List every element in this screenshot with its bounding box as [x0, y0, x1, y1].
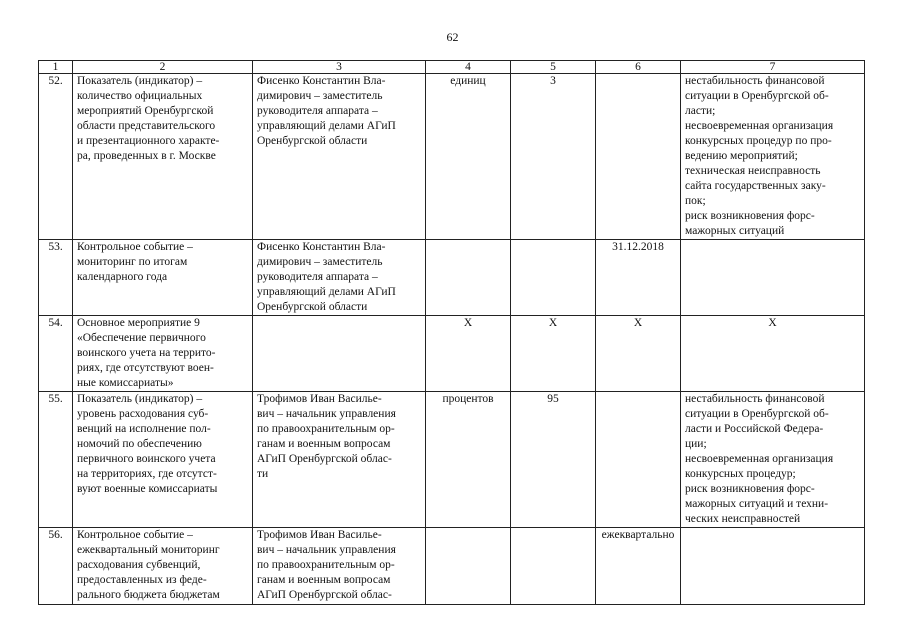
row-number: 52.: [39, 74, 73, 240]
table-row: [39, 392, 865, 528]
table-row: [39, 74, 865, 240]
table-row: [39, 528, 865, 605]
event-name: Контрольное событие – ежеквартальный мониторинг расходования субвенций, предоставленных из феде- рального бюджета бюджетам: [73, 528, 253, 605]
plan-table: [38, 60, 865, 605]
responsible-person: Фисенко Константин Вла- димирович – заместитель руководителя аппарата – управляющий делами АГиП Оренбургской области: [253, 74, 426, 240]
value-cell: 3: [511, 74, 596, 240]
risks-cell: X: [681, 316, 865, 392]
value-cell: 95: [511, 392, 596, 528]
unit-cell: процентов: [426, 392, 511, 528]
date-cell: 31.12.2018: [596, 240, 681, 316]
row-number: 54.: [39, 316, 73, 392]
header-cell: 5: [511, 61, 596, 74]
event-name: Контрольное событие – мониторинг по итогам календарного года: [73, 240, 253, 316]
risks-cell: [681, 528, 865, 605]
date-cell: [596, 392, 681, 528]
header-cell: 2: [73, 61, 253, 74]
row-number: 55.: [39, 392, 73, 528]
risks-cell: нестабильность финансовой ситуации в Оренбургской об- ласти и Российской Федера- ции; несвоевременная организация конкурсных процедур; риск возникновения форс- мажорных ситуаций и техни- ческих неисправностей: [681, 392, 865, 528]
date-cell: X: [596, 316, 681, 392]
row-number: 56.: [39, 528, 73, 605]
header-cell: 6: [596, 61, 681, 74]
table-row: [39, 316, 865, 392]
row-number: 53.: [39, 240, 73, 316]
event-name: Показатель (индикатор) – количество официальных мероприятий Оренбургской области представительского и презентационного характе- ра, проведенных в г. Москве: [73, 74, 253, 240]
risks-cell: [681, 240, 865, 316]
date-cell: ежеквартально: [596, 528, 681, 605]
value-cell: [511, 240, 596, 316]
responsible-person: [253, 316, 426, 392]
event-name: Показатель (индикатор) – уровень расходования суб- венций на исполнение пол- номочий по обеспечению первичного воинского учета на территориях, где отсутст- вуют военные комиссариаты: [73, 392, 253, 528]
value-cell: [511, 528, 596, 605]
responsible-person: Фисенко Константин Вла- димирович – заместитель руководителя аппарата – управляющий делами АГиП Оренбургской области: [253, 240, 426, 316]
risks-cell: нестабильность финансовой ситуации в Оренбургской об- ласти; несвоевременная организация конкурсных процедур по про- ведению мероприятий; техническая неисправность сайта государственных заку- пок; риск возникновения форс- мажорных ситуаций: [681, 74, 865, 240]
unit-cell: X: [426, 316, 511, 392]
responsible-person: Трофимов Иван Василье- вич – начальник управления по правоохранительным ор- ганам и военным вопросам АГиП Оренбургской облас-: [253, 528, 426, 605]
date-cell: [596, 74, 681, 240]
unit-cell: единиц: [426, 74, 511, 240]
event-name: Основное мероприятие 9 «Обеспечение первичного воинского учета на террито- риях, где отсутствуют воен- ные комиссариаты»: [73, 316, 253, 392]
unit-cell: [426, 528, 511, 605]
header-cell: 7: [681, 61, 865, 74]
value-cell: X: [511, 316, 596, 392]
header-row: [39, 61, 865, 74]
header-cell: 1: [39, 61, 73, 74]
page-number: 62: [446, 30, 459, 44]
unit-cell: [426, 240, 511, 316]
responsible-person: Трофимов Иван Василье- вич – начальник управления по правоохранительным ор- ганам и военным вопросам АГиП Оренбургской облас- ти: [253, 392, 426, 528]
header-cell: 4: [426, 61, 511, 74]
header-cell: 3: [253, 61, 426, 74]
table-row: [39, 240, 865, 316]
